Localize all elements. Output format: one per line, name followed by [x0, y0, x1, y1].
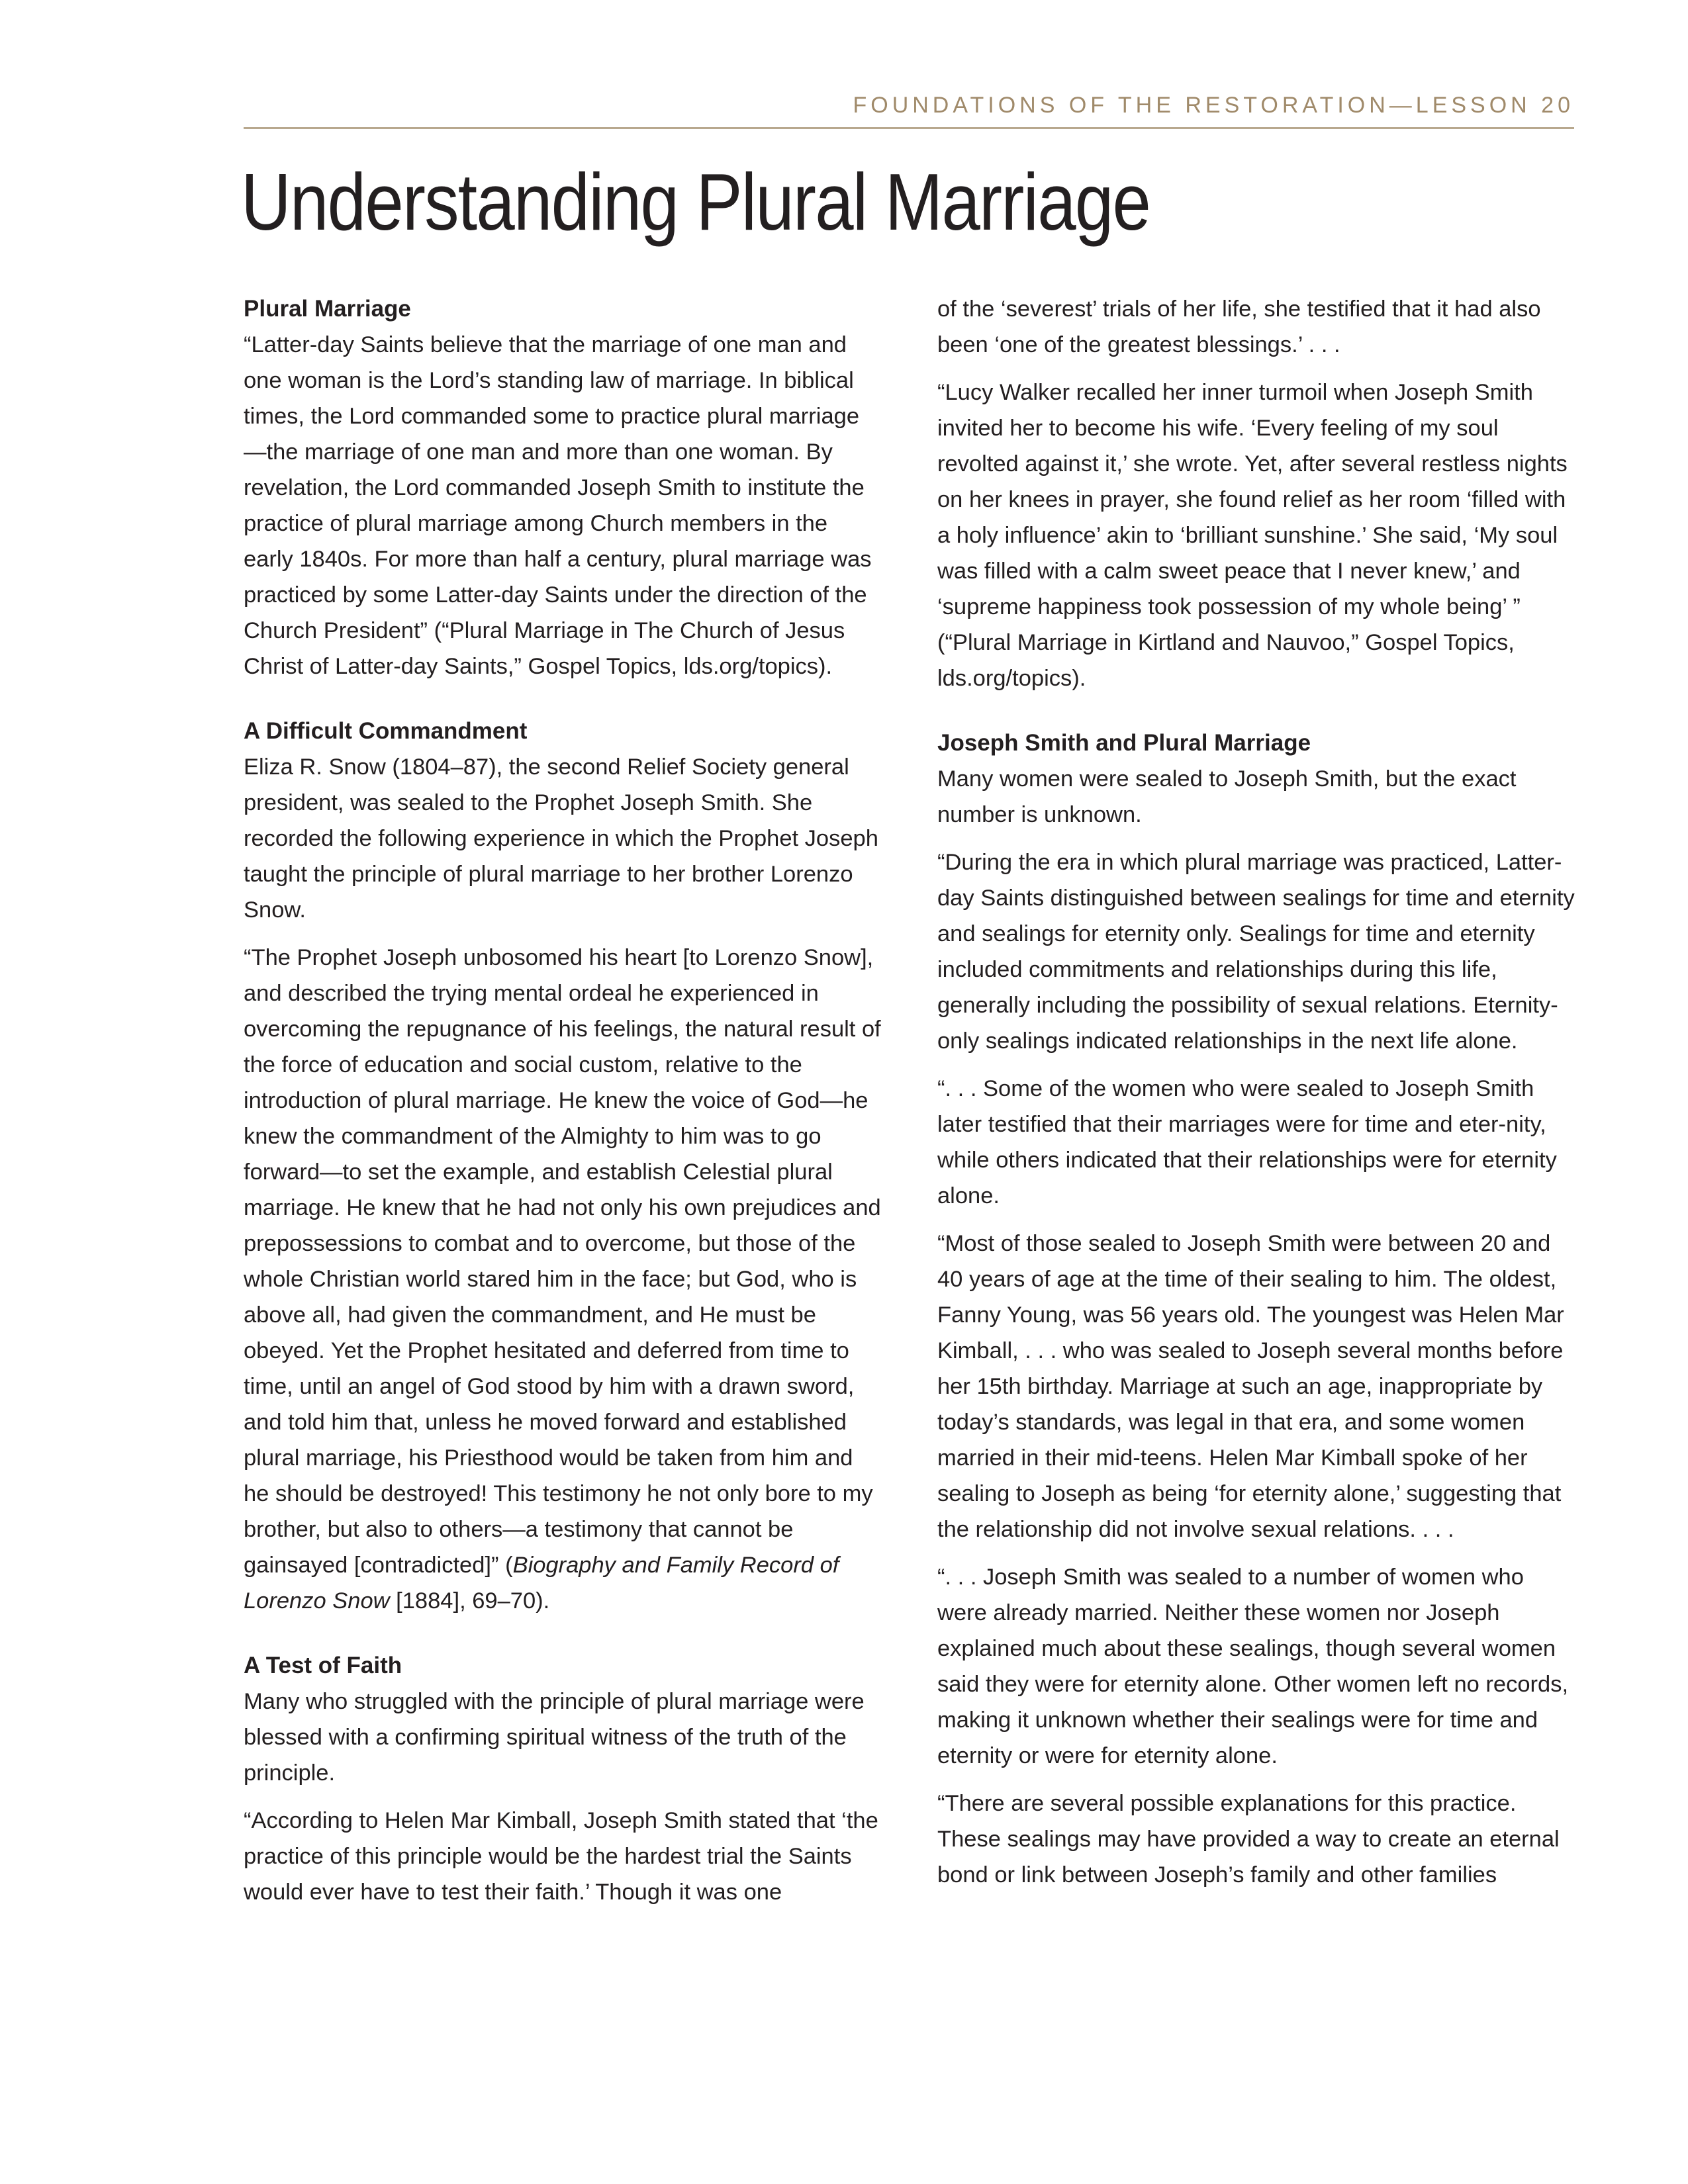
section-heading: Joseph Smith and Plural Marriage	[937, 730, 1311, 756]
paragraph: “According to Helen Mar Kimball, Joseph Smith stated that ‘the practice of this principle would be the hardest trial the Saints would ever have to test their faith.’ Though it was one	[244, 1808, 878, 1905]
paragraph: “There are several possible explanations for this practice. These sealings may have provided a way to create an eternal bond or link between Joseph’s family and other families	[937, 1791, 1560, 1888]
citation-end: [1884], 69–70).	[389, 1588, 550, 1614]
running-head: FOUNDATIONS OF THE RESTORATION—LESSON 20	[853, 93, 1574, 118]
paragraph: of the ‘severest’ trials of her life, she testified that it had also been ‘one of the greatest blessings.’ . . .	[937, 296, 1541, 357]
quote-text: “The Prophet Joseph unbosomed his heart [to Lorenzo Snow], and described the trying mental ordeal he experienced in overcoming the repugnance of his feelings, the natural result of the force of education and social custom, relative to the introduction of plural marriage. He knew the voice of God—he knew the commandment of the Almighty to him was to go forward—to set the example, and establish Celestial plural marriage. He knew that he had not only his own prejudices and prepossessions to combat and to overcome, but those of the whole Christian world stared him in the face; but God, who is above all, had given the commandment, and He must be obeyed. Yet the Prophet hesitated and deferred from time to time, until an angel of God stood by him with a drawn sword, and told him that, unless he moved forward and established plural marriage, his Priesthood would be taken from him and he should be destroyed! This testimony he not only bore to my brother, but also to others—a testimony that cannot be gainsayed [contradicted]” (	[244, 945, 881, 1578]
section-heading: A Test of Faith	[244, 1653, 402, 1678]
paragraph: “. . . Joseph Smith was sealed to a number of women who were already married. Neither these women nor Joseph explained much about these sealings, though several women said they were for eternity alone. Other women left no records, making it unknown whether their sealings were for time and eternity or were for eternity alone.	[937, 1565, 1569, 1768]
paragraph: “Most of those sealed to Joseph Smith were between 20 and 40 years of age at the time of their sealing to him. The oldest, Fanny Young, was 56 years old. The youngest was Helen Mar Kimball, . . . who was sealed to Joseph several months before her 15th birthday. Marriage at such an age, inappropriate by today’s standards, was legal in that era, and some women married in their mid-teens. Helen Mar Kimball spoke of her sealing to Joseph as being ‘for eternity alone,’ suggesting that the relationship did not involve sexual relations. . . .	[937, 1231, 1564, 1542]
section-plural-marriage	[244, 291, 882, 684]
section-heading: A Difficult Commandment	[244, 718, 528, 744]
paragraph: Many who struggled with the principle of plural marriage were blessed with a confirming spiritual witness of the truth of the principle.	[244, 1689, 865, 1786]
section-test-of-faith	[244, 1648, 882, 1910]
paragraph: “Lucy Walker recalled her inner turmoil when Joseph Smith invited her to become his wife. ‘Every feeling of my soul revolted against it,’ she wrote. Yet, after several restless nights on her knees in prayer, she found relief as her room ‘filled with a holy influence’ akin to ‘brilliant sunshine.’ She said, ‘My soul was filled with a calm sweet peace that I never knew,’ and ‘supreme happiness took possession of my whole being’ ” (“Plural Marriage in Kirtland and Nauvoo,” Gospel Topics, lds.org/topics).	[937, 380, 1568, 691]
header-rule	[244, 127, 1574, 129]
right-column	[937, 291, 1575, 1905]
section-joseph-smith-plural-marriage	[937, 725, 1575, 1893]
left-column	[244, 291, 882, 1922]
paragraph: “During the era in which plural marriage was practiced, Latter-day Saints distinguished between sealings for time and eternity and sealings for eternity only. Sealings for time and eternity included commitments and relationships during this life, generally including the possibility of sexual relations. Eternity-only sealings indicated relationships in the next life alone.	[937, 850, 1575, 1054]
section-heading: Plural Marriage	[244, 296, 411, 322]
paragraph: “Latter-day Saints believe that the marriage of one man and one woman is the Lord’s standing law of marriage. In biblical times, the Lord commanded some to practice plural marriage—the marriage of one man and more than one woman. By revelation, the Lord commanded Joseph Smith to institute the practice of plural marriage among Church members in the early 1840s. For more than half a century, plural marriage was practiced by some Latter-day Saints under the direction of the Church President” (“Plural Marriage in The Church of Jesus Christ of Latter-day Saints,” Gospel Topics, lds.org/topics).	[244, 332, 872, 679]
citation-title: Biography and Family Record of Lorenzo Snow	[244, 1553, 839, 1614]
page-title: Understanding Plural Marriage	[241, 157, 1150, 247]
quote-paragraph	[244, 940, 882, 1619]
section-continued	[937, 291, 1575, 696]
section-difficult-commandment	[244, 713, 882, 1619]
paragraph: Eliza R. Snow (1804–87), the second Relief Society general president, was sealed to the Prophet Joseph Smith. She recorded the following experience in which the Prophet Joseph taught the principle of plural marriage to her brother Lorenzo Snow.	[244, 754, 878, 923]
paragraph: Many women were sealed to Joseph Smith, but the exact number is unknown.	[937, 766, 1517, 827]
paragraph: “. . . Some of the women who were sealed to Joseph Smith later testified that their marriages were for time and eter-nity, while others indicated that their relationships were for eternity alone.	[937, 1076, 1557, 1208]
